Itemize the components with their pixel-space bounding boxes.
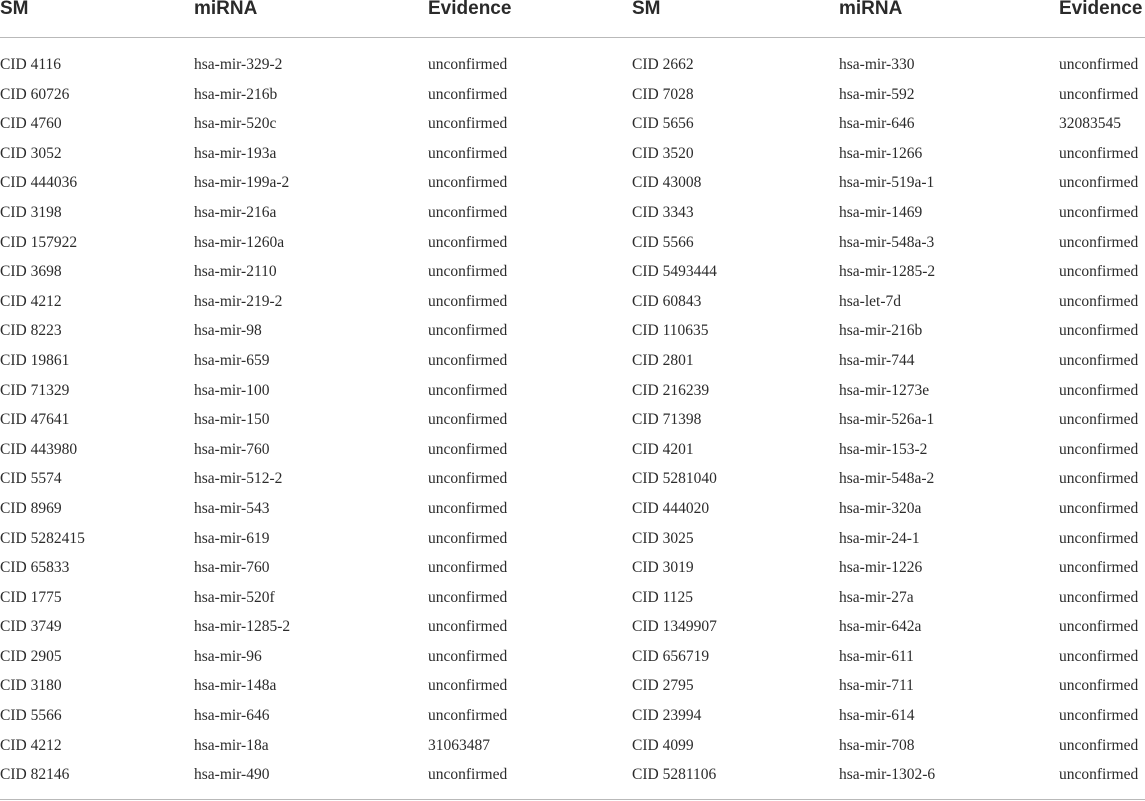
cell-mirna-right: hsa-mir-24-1 (839, 529, 920, 547)
cell-evidence-left: unconfirmed (428, 647, 508, 665)
header-mirna-left: miRNA (194, 0, 258, 19)
cell-mirna-left: hsa-mir-760 (194, 559, 270, 577)
cell-sm-left: CID 82146 (0, 766, 70, 784)
cell-evidence-right: unconfirmed (1059, 322, 1139, 340)
table-body (0, 50, 1145, 790)
cell-evidence-right: unconfirmed (1059, 499, 1139, 517)
cell-mirna-right: hsa-mir-1273e (839, 381, 930, 399)
cell-sm-right: CID 1125 (632, 588, 693, 606)
cell-mirna-left: hsa-mir-329-2 (194, 56, 283, 73)
cell-evidence-left: unconfirmed (428, 203, 508, 221)
cell-sm-right: CID 4201 (632, 440, 694, 458)
cell-mirna-right: hsa-mir-1226 (839, 559, 923, 577)
cell-sm-left: CID 5282415 (0, 529, 85, 547)
table-row (0, 583, 1145, 613)
cell-sm-right: CID 60843 (632, 292, 702, 310)
cell-sm-left: CID 8969 (0, 499, 62, 517)
cell-mirna-right: hsa-mir-708 (839, 736, 915, 754)
cell-evidence-right: unconfirmed (1059, 85, 1139, 103)
cell-mirna-left: hsa-mir-150 (194, 411, 270, 429)
cell-sm-right: CID 1349907 (632, 618, 717, 636)
cell-evidence-right: unconfirmed (1059, 559, 1139, 577)
cell-mirna-left: hsa-mir-1285-2 (194, 618, 291, 636)
cell-sm-right: CID 4099 (632, 736, 694, 754)
cell-sm-left: CID 4760 (0, 115, 62, 133)
cell-mirna-left: hsa-mir-100 (194, 381, 270, 399)
cell-sm-right: CID 2801 (632, 351, 694, 369)
cell-evidence-left: unconfirmed (428, 559, 508, 577)
cell-evidence-left: unconfirmed (428, 263, 508, 281)
cell-evidence-right: unconfirmed (1059, 292, 1139, 310)
cell-mirna-left: hsa-mir-199a-2 (194, 174, 290, 192)
cell-mirna-left: hsa-mir-18a (194, 736, 269, 754)
table-row (0, 553, 1145, 583)
cell-sm-left: CID 4212 (0, 736, 62, 754)
table-row (0, 198, 1145, 228)
cell-sm-right: CID 7028 (632, 85, 694, 103)
table-row (0, 731, 1145, 761)
cell-mirna-left: hsa-mir-659 (194, 351, 270, 369)
cell-sm-right: CID 23994 (632, 707, 702, 725)
cell-mirna-right: hsa-mir-1302-6 (839, 766, 936, 784)
table-row (0, 50, 1145, 80)
table-row (0, 405, 1145, 435)
cell-sm-left: CID 60726 (0, 85, 70, 103)
table-row (0, 228, 1145, 258)
table-row (0, 168, 1145, 198)
cell-mirna-right: hsa-mir-320a (839, 499, 922, 517)
cell-evidence-right: unconfirmed (1059, 707, 1139, 725)
cell-mirna-right: hsa-mir-526a-1 (839, 411, 935, 429)
cell-mirna-left: hsa-mir-1260a (194, 233, 285, 251)
cell-sm-right: CID 5656 (632, 115, 694, 133)
cell-evidence-right: unconfirmed (1059, 766, 1139, 784)
header-evidence-left: Evidence (428, 0, 512, 19)
cell-mirna-right: hsa-mir-614 (839, 707, 915, 725)
cell-mirna-left: hsa-mir-193a (194, 144, 277, 162)
cell-sm-left: CID 3749 (0, 618, 62, 636)
cell-sm-right: CID 3025 (632, 529, 694, 547)
cell-sm-right: CID 656719 (632, 647, 710, 665)
cell-sm-right: CID 5493444 (632, 263, 717, 281)
cell-sm-left: CID 157922 (0, 233, 78, 251)
cell-evidence-right: unconfirmed (1059, 440, 1139, 458)
cell-mirna-right: hsa-mir-153-2 (839, 440, 928, 458)
cell-evidence-right: unconfirmed (1059, 470, 1139, 488)
cell-evidence-left: unconfirmed (428, 381, 508, 399)
table-row (0, 257, 1145, 287)
cell-evidence-left: unconfirmed (428, 174, 508, 192)
table-row (0, 524, 1145, 554)
cell-evidence-left: unconfirmed (428, 233, 508, 251)
cell-evidence-right: unconfirmed (1059, 677, 1139, 695)
cell-sm-left: CID 5566 (0, 707, 62, 725)
cell-mirna-right: hsa-mir-548a-2 (839, 470, 935, 488)
table-row (0, 671, 1145, 701)
cell-evidence-left: unconfirmed (428, 411, 508, 429)
cell-evidence-right: unconfirmed (1059, 263, 1139, 281)
cell-mirna-left: hsa-mir-520c (194, 115, 277, 133)
cell-sm-left: CID 3180 (0, 677, 62, 695)
table-row (0, 346, 1145, 376)
cell-sm-right: CID 3343 (632, 203, 694, 221)
cell-mirna-right: hsa-mir-519a-1 (839, 174, 935, 192)
cell-evidence-right: unconfirmed (1059, 411, 1139, 429)
cell-mirna-left: hsa-mir-512-2 (194, 470, 283, 488)
cell-evidence-left: unconfirmed (428, 56, 508, 73)
table-row (0, 139, 1145, 169)
cell-mirna-left: hsa-mir-98 (194, 322, 262, 340)
table-row (0, 612, 1145, 642)
cell-evidence-right: unconfirmed (1059, 351, 1139, 369)
cell-evidence-left: unconfirmed (428, 115, 508, 133)
cell-evidence-left: unconfirmed (428, 351, 508, 369)
table-row (0, 642, 1145, 672)
cell-evidence-left: unconfirmed (428, 144, 508, 162)
table-row (0, 494, 1145, 524)
cell-sm-left: CID 8223 (0, 322, 62, 340)
cell-evidence-left: unconfirmed (428, 292, 508, 310)
cell-evidence-right: unconfirmed (1059, 203, 1139, 221)
cell-sm-right: CID 43008 (632, 174, 702, 192)
table-row (0, 376, 1145, 406)
cell-sm-left: CID 2905 (0, 647, 62, 665)
cell-mirna-left: hsa-mir-619 (194, 529, 270, 547)
cell-mirna-left: hsa-mir-96 (194, 647, 262, 665)
cell-evidence-left: unconfirmed (428, 618, 508, 636)
cell-sm-right: CID 216239 (632, 381, 710, 399)
cell-sm-left: CID 443980 (0, 440, 78, 458)
cell-mirna-right: hsa-mir-744 (839, 351, 915, 369)
cell-sm-left: CID 19861 (0, 351, 70, 369)
cell-mirna-right: hsa-mir-330 (839, 56, 915, 73)
cell-mirna-right: hsa-mir-27a (839, 588, 914, 606)
cell-sm-right: CID 444020 (632, 499, 710, 517)
cell-evidence-right: unconfirmed (1059, 381, 1139, 399)
cell-mirna-left: hsa-mir-520f (194, 588, 275, 606)
table-row (0, 109, 1145, 139)
cell-sm-left: CID 444036 (0, 174, 78, 192)
cell-evidence-left: unconfirmed (428, 470, 508, 488)
cell-mirna-left: hsa-mir-543 (194, 499, 270, 517)
table-row (0, 760, 1145, 790)
cell-mirna-right: hsa-mir-1469 (839, 203, 923, 221)
table-row (0, 464, 1145, 494)
table-header-row (0, 0, 1145, 38)
cell-evidence-left: unconfirmed (428, 677, 508, 695)
header-mirna-right: miRNA (839, 0, 903, 19)
cell-mirna-right: hsa-mir-646 (839, 115, 915, 133)
cell-mirna-left: hsa-mir-760 (194, 440, 270, 458)
cell-evidence-right: unconfirmed (1059, 56, 1139, 73)
cell-mirna-right: hsa-mir-711 (839, 677, 914, 695)
cell-evidence-left: unconfirmed (428, 322, 508, 340)
cell-sm-left: CID 4116 (0, 56, 61, 73)
cell-mirna-right: hsa-mir-642a (839, 618, 922, 636)
cell-mirna-left: hsa-mir-148a (194, 677, 277, 695)
cell-evidence-left: unconfirmed (428, 440, 508, 458)
cell-evidence-right: unconfirmed (1059, 618, 1139, 636)
cell-evidence-right: unconfirmed (1059, 233, 1139, 251)
cell-evidence-right: 32083545 (1059, 115, 1121, 133)
cell-sm-left: CID 4212 (0, 292, 62, 310)
cell-mirna-left: hsa-mir-2110 (194, 263, 277, 281)
cell-sm-left: CID 3198 (0, 203, 62, 221)
cell-sm-left: CID 1775 (0, 588, 62, 606)
cell-evidence-left: unconfirmed (428, 588, 508, 606)
cell-sm-right: CID 3019 (632, 559, 694, 577)
cell-evidence-right: unconfirmed (1059, 174, 1139, 192)
cell-sm-right: CID 71398 (632, 411, 702, 429)
cell-sm-left: CID 5574 (0, 470, 62, 488)
cell-mirna-left: hsa-mir-646 (194, 707, 270, 725)
table-row (0, 80, 1145, 110)
cell-sm-right: CID 2795 (632, 677, 694, 695)
header-sm-left: SM (0, 0, 29, 19)
cell-evidence-right: unconfirmed (1059, 529, 1139, 547)
cell-evidence-left: unconfirmed (428, 85, 508, 103)
cell-evidence-left: unconfirmed (428, 766, 508, 784)
cell-mirna-right: hsa-mir-1266 (839, 144, 923, 162)
table-row (0, 316, 1145, 346)
cell-mirna-right: hsa-mir-1285-2 (839, 263, 936, 281)
cell-mirna-right: hsa-mir-611 (839, 647, 914, 665)
table-row (0, 435, 1145, 465)
cell-evidence-right: unconfirmed (1059, 647, 1139, 665)
cell-mirna-right: hsa-mir-592 (839, 85, 915, 103)
cell-evidence-left: unconfirmed (428, 707, 508, 725)
cell-sm-right: CID 5281040 (632, 470, 717, 488)
cell-mirna-right: hsa-mir-216b (839, 322, 923, 340)
table-row (0, 701, 1145, 731)
cell-sm-right: CID 5566 (632, 233, 694, 251)
cell-sm-left: CID 65833 (0, 559, 70, 577)
cell-sm-right: CID 110635 (632, 322, 709, 340)
cell-sm-right: CID 2662 (632, 56, 694, 73)
cell-evidence-left: 31063487 (428, 736, 490, 754)
cell-mirna-left: hsa-mir-216a (194, 203, 277, 221)
header-evidence-right: Evidence (1059, 0, 1143, 19)
cell-evidence-right: unconfirmed (1059, 144, 1139, 162)
header-sm-right: SM (632, 0, 661, 19)
cell-mirna-right: hsa-let-7d (839, 292, 901, 310)
table-row (0, 287, 1145, 317)
cell-evidence-right: unconfirmed (1059, 588, 1139, 606)
cell-evidence-right: unconfirmed (1059, 736, 1139, 754)
cell-mirna-right: hsa-mir-548a-3 (839, 233, 935, 251)
cell-sm-right: CID 5281106 (632, 766, 717, 784)
cell-mirna-left: hsa-mir-490 (194, 766, 270, 784)
cell-evidence-left: unconfirmed (428, 529, 508, 547)
cell-sm-right: CID 3520 (632, 144, 694, 162)
cell-sm-left: CID 3052 (0, 144, 62, 162)
cell-sm-left: CID 71329 (0, 381, 70, 399)
cell-mirna-left: hsa-mir-216b (194, 85, 278, 103)
table-bottom-rule (0, 799, 1145, 800)
cell-evidence-left: unconfirmed (428, 499, 508, 517)
cell-sm-left: CID 3698 (0, 263, 62, 281)
cell-mirna-left: hsa-mir-219-2 (194, 292, 283, 310)
cell-sm-left: CID 47641 (0, 411, 70, 429)
